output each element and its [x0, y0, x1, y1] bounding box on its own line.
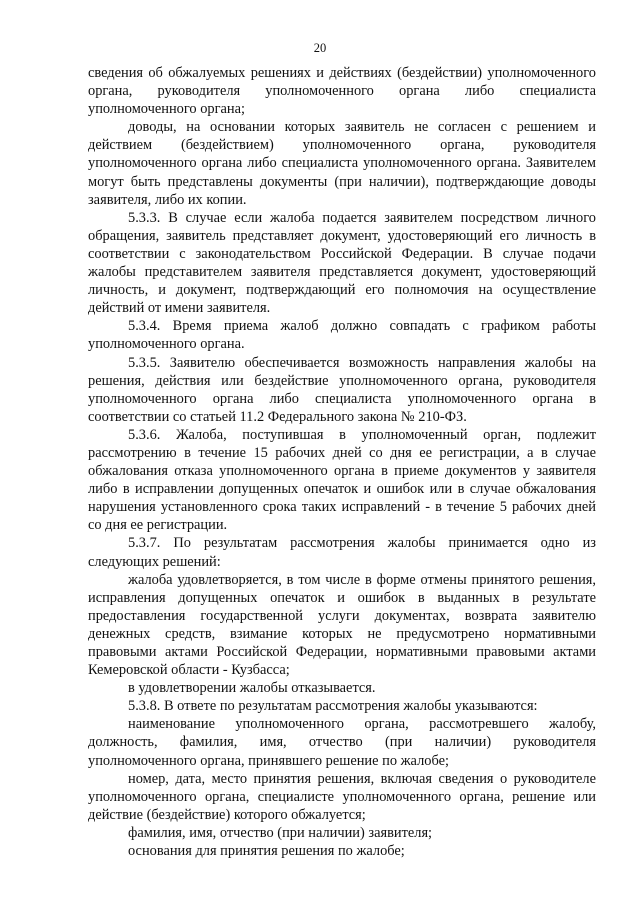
paragraph-5-3-7: 5.3.7. По результатам рассмотрения жалобы принимается одно из следующих решений:	[88, 535, 596, 570]
paragraph-applicant-name: фамилия, имя, отчество (при наличии) заявителя;	[128, 824, 433, 841]
paragraph-5-3-6: 5.3.6. Жалоба, поступившая в уполномоченный орган, подлежит рассмотрению в течение 15 рабочих дней со дня ее регистрации, а в случае обжалования отказа уполномоченного органа в приеме документов у заявителя либо в исправлении допущенных опечаток и ошибок или в случае обжалования нарушения установленного срока таких исправлений - в течение 5 рабочих дней со дня ее регистрации.	[88, 426, 596, 534]
paragraph-5-3-3: 5.3.3. В случае если жалоба подается заявителем посредством личного обращения, заявитель представляет документ, удостоверяющий его личность в соответствии с законодательством Российской Федерации. В случае подачи жалобы представителем заявителя представляется документ, удостоверяющий личность, и документ, подтверждающий его полномочия на осуществление действий от имени заявителя.	[88, 209, 596, 317]
paragraph-complaint-satisfied: жалоба удовлетворяется, в том числе в форме отмены принятого решения, исправления допущенных опечаток и ошибок в выданных в результате предоставления государственной услуги документах, возврата заявителю денежных средств, взимание которых не предусмотрено нормативными правовыми актами Российской Федерации, нормативными правовыми актами Кемеровской области - Кузбасса;	[88, 571, 596, 679]
paragraph-authority-name: наименование уполномоченного органа, рассмотревшего жалобу, должность, фамилия, имя, отчество (при наличии) руководителя уполномоченного органа, принявшего решение по жалобе;	[88, 716, 596, 769]
paragraph-decision-details: номер, дата, место принятия решения, включая сведения о руководителе уполномоченного органа, специалисте уполномоченного органа, решение или действие (бездействие) которого обжалуется;	[88, 770, 596, 823]
paragraph-5-3-4: 5.3.4. Время приема жалоб должно совпадать с графиком работы уполномоченного органа.	[88, 318, 596, 353]
paragraph-complaint-refused: в удовлетворении жалобы отказывается.	[128, 680, 376, 697]
paragraph-5-3-5: 5.3.5. Заявителю обеспечивается возможность направления жалобы на решения, действия или бездействие уполномоченного органа, руководителя уполномоченного органа либо специалиста уполномоченного органа в соответствии со статьей 11.2 Федерального закона № 210-ФЗ.	[88, 354, 596, 425]
paragraph-5-3-8: 5.3.8. В ответе по результатам рассмотрения жалобы указываются:	[128, 698, 538, 715]
page-number: 20	[313, 41, 327, 55]
paragraph-decision-grounds: основания для принятия решения по жалобе;	[128, 843, 405, 860]
paragraph-arguments: доводы, на основании которых заявитель не согласен с решением и действием (бездействием) уполномоченного органа, руководителя уполномоченного органа либо специалиста уполномоченного органа. Заявителем могут быть представлены документы (при наличии), подтверждающие доводы заявителя, либо их копии.	[88, 119, 596, 208]
paragraph-complaint-info: сведения об обжалуемых решениях и действиях (бездействии) уполномоченного органа, руководителя уполномоченного органа либо специалиста уполномоченного органа;	[88, 65, 596, 118]
document-body	[88, 64, 596, 860]
